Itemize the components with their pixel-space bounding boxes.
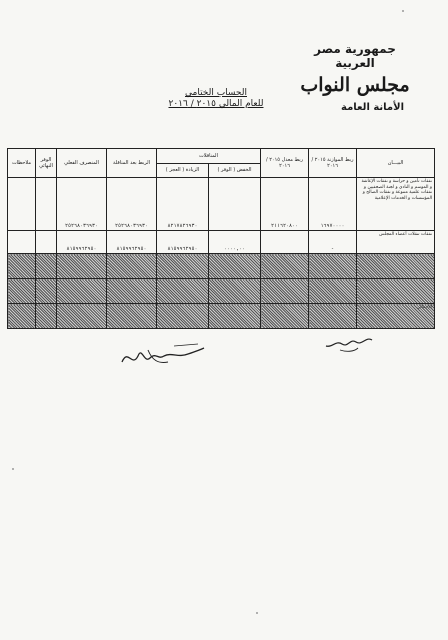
budget-table (7, 148, 435, 329)
column-header-surplus: الوفر النهائي (36, 149, 57, 178)
row-notes (8, 304, 36, 329)
row-notes (8, 178, 36, 231)
row-final (107, 279, 157, 304)
handwritten-signature-right (322, 332, 376, 354)
column-header-transfers: المناقلات (157, 149, 261, 164)
table-row (8, 254, 435, 279)
row-description (357, 279, 435, 304)
row-description (357, 254, 435, 279)
table-row (8, 178, 435, 231)
row-budget: - (309, 231, 357, 254)
column-header-increase: الزيادة ( العجز ) (157, 164, 209, 178)
scan-speck (418, 276, 420, 278)
row-surplus (36, 178, 57, 231)
letterhead (300, 42, 410, 113)
row-notes (8, 254, 36, 279)
document-title (150, 88, 282, 109)
row-budget (309, 254, 357, 279)
row-final (107, 304, 157, 329)
row-modified (261, 279, 309, 304)
row-surplus (36, 304, 57, 329)
row-decrease (209, 304, 261, 329)
row-actual (57, 279, 107, 304)
row-increase: ٨١٥٩٩٦٢٩٥٠ (157, 231, 209, 254)
row-modified (261, 254, 309, 279)
column-header-final: الربط بعد المناقلة (107, 149, 157, 178)
row-modified (261, 231, 309, 254)
scan-speck (256, 612, 258, 614)
row-decrease (209, 254, 261, 279)
row-budget (309, 279, 357, 304)
row-increase (157, 279, 209, 304)
row-description: نفقات تنقلات أعضاء المجلس (357, 231, 435, 254)
row-description: الإجمالي (357, 304, 435, 329)
row-notes (8, 279, 36, 304)
institution-logo-text: مجلس النواب (300, 74, 410, 96)
row-final: ٨١٥٩٩٦٢٩٥٠ (107, 231, 157, 254)
row-increase (157, 254, 209, 279)
row-actual (57, 304, 107, 329)
scan-speck (12, 468, 14, 470)
row-surplus (36, 279, 57, 304)
row-decrease (209, 279, 261, 304)
department-name: الأمانة العامة (341, 102, 404, 113)
column-header-actual: المنصرف الفعلي (57, 149, 107, 178)
table-row (8, 279, 435, 304)
row-notes (8, 231, 36, 254)
title-line-1: الحساب الختامي (185, 88, 247, 98)
column-header-budget: ربط الموازنة ٢٠١٥ / ٢٠١٦ (309, 149, 357, 178)
row-modified (261, 304, 309, 329)
row-surplus (36, 254, 57, 279)
column-header-notes: ملاحظات (8, 149, 36, 178)
row-increase: ٨٢١٧٨٢٦٩٣٠ (157, 178, 209, 231)
handwritten-signature-left (118, 338, 206, 372)
table-total-row (8, 304, 435, 329)
row-decrease (209, 178, 261, 231)
row-final (107, 254, 157, 279)
column-header-decrease: الخفض ( الوفر ) (209, 164, 261, 178)
row-budget (309, 304, 357, 329)
row-actual (57, 254, 107, 279)
row-increase (157, 304, 209, 329)
row-decrease: ٠٠٠٠,٠٠ (209, 231, 261, 254)
title-line-2: للعام المالي ٢٠١٥ / ٢٠١٦ (168, 99, 264, 109)
row-surplus (36, 231, 57, 254)
column-header-modified: ربط معدل ٢٠١٥ / ٢٠١٦ (261, 149, 309, 178)
row-final: ٢٥٢٦٨٠٣٦٩٣٠ (107, 178, 157, 231)
row-modified: ٢١١٦٢٠٨٠٠ (261, 178, 309, 231)
row-actual: ٨١٥٩٩٦٢٩٥٠ (57, 231, 107, 254)
country-name: جمهورية مصر العربية (314, 42, 396, 70)
scan-speck (402, 10, 404, 12)
row-actual: ٢٥٢٦٨٠٣٦٩٣٠ (57, 178, 107, 231)
column-header-description: البيـــان (357, 149, 435, 178)
row-description: نفقات تأمين و حراسة و نفقات الإعاشة و الموسم و النادي و لجنة الصحفيين و نفقات علمية متنوعة و نفقات الصالح و المؤسسات و الخدمات الإعلامية (357, 178, 435, 231)
table-row (8, 231, 435, 254)
row-budget: ١٦٩٧٠٠٠٠ (309, 178, 357, 231)
